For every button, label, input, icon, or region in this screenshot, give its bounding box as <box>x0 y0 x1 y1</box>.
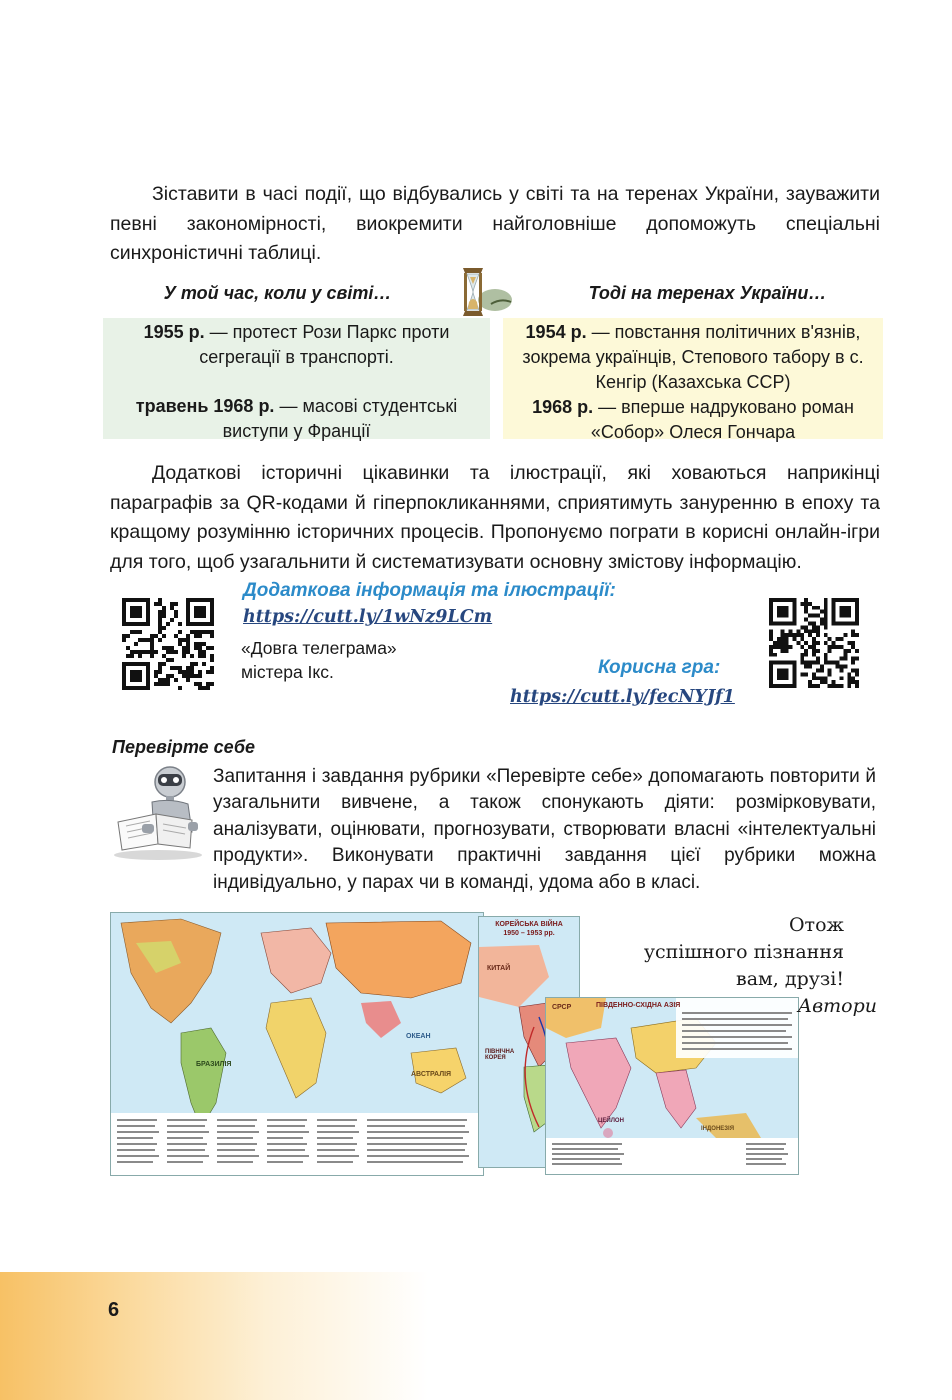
extras-paragraph <box>110 459 880 577</box>
robot-reading-icon <box>108 762 208 862</box>
left-event-1: 1955 р. — протест Рози Паркс проти сегрегації в транспорті. <box>143 322 450 367</box>
hourglass-icon <box>453 264 517 320</box>
right-event-1: 1954 р. — повстання політичних в'язнів, зокрема українців, Степового табору в с. Кенгір (Казахська ССР) <box>522 322 864 392</box>
korea-map-label-2: ПІВНІЧНА КОРЕЯ <box>485 1049 515 1061</box>
signoff-author: Автори <box>797 995 877 1017</box>
signoff-line1: Отож <box>788 914 844 936</box>
table-left-header: У той час, коли у світі… <box>163 283 392 303</box>
qr-code-info[interactable] <box>122 598 214 690</box>
signoff-line2: успішного пізнання <box>643 941 844 963</box>
table-left-column <box>103 318 490 439</box>
table-right-header: Тоді на теренах України… <box>588 283 827 303</box>
intro-text: Зіставити в часі події, що відбувались у світі та на теренах України, зауважити певні закономірності, виокремити найголовніше допоможуть спеціальні синхроністичні таблиці. <box>110 183 880 264</box>
check-title: Перевірте себе <box>112 737 256 757</box>
info-heading: Додаткова інформація та ілюстрації: <box>243 580 616 601</box>
extras-text: Додаткові історичні цікавинки та ілюстрації, які ховаються наприкінці параграфів за QR-кодами й гіперпокликаннями, сприятимуть зануренню в епоху та кращому розумінню історичних процесів. Пропонуємо пограти в корисні онлайн-ігри для того, щоб узагальнити й систематизувати основну змістову інформацію. <box>110 462 880 573</box>
signoff <box>600 912 844 993</box>
info-link[interactable]: https://cutt.ly/1wNz9LCm <box>243 607 493 627</box>
page-number: 6 <box>108 1299 120 1321</box>
world-map-label-1: ОКЕАН <box>406 1033 431 1040</box>
world-map-label-2: АВСТРАЛІЯ <box>411 1071 452 1078</box>
left-event-2: травень 1968 р. — масові студентські виступи у Франції <box>135 396 458 441</box>
qr-code-game[interactable] <box>769 598 859 688</box>
intro-paragraph <box>110 180 880 269</box>
sea-map-label-2: ЦЕЙЛОН <box>598 1118 624 1124</box>
sea-map-label-1: СРСР <box>552 1004 572 1011</box>
table-right-column <box>503 318 883 442</box>
korea-map-label-1: КИТАЙ <box>487 965 511 972</box>
page-footer-band <box>0 1272 952 1400</box>
info-caption-line1: «Довга телеграма» <box>241 638 397 658</box>
game-link[interactable]: https://cutt.ly/fecNYJf1 <box>510 687 735 707</box>
right-event-2: 1968 р. — вперше надруковано роман «Собор» Олеся Гончара <box>532 397 854 442</box>
game-heading: Корисна гра: <box>598 657 721 678</box>
world-map-image <box>110 912 484 1176</box>
check-text: Запитання і завдання рубрики «Перевірте себе» допомагають повторити й узагальнити вивчене, а також спонукають діяти: розмірковувати, аналізувати, оцінювати, прогнозувати, створювати власні «інтелектуальні продукти». Виконувати практичні завдання цієї рубрики можна індивідуально, у парах чи в команді, удома або в класі. <box>213 766 876 893</box>
info-caption-line2: містера Ікс. <box>241 662 334 682</box>
southeast-asia-map <box>545 997 799 1175</box>
sea-map-title: ПІВДЕННО-СХІДНА АЗІЯ <box>596 1002 681 1009</box>
signoff-line3: вам, друзі! <box>736 968 844 990</box>
korea-map-title: КОРЕЙСЬКА ВІЙНА 1950 – 1953 рр. <box>495 921 563 937</box>
info-caption <box>241 636 397 684</box>
world-map-label-3: БРАЗИЛІЯ <box>196 1061 232 1068</box>
sea-map-label-3: ІНДОНЕЗІЯ <box>701 1126 735 1132</box>
